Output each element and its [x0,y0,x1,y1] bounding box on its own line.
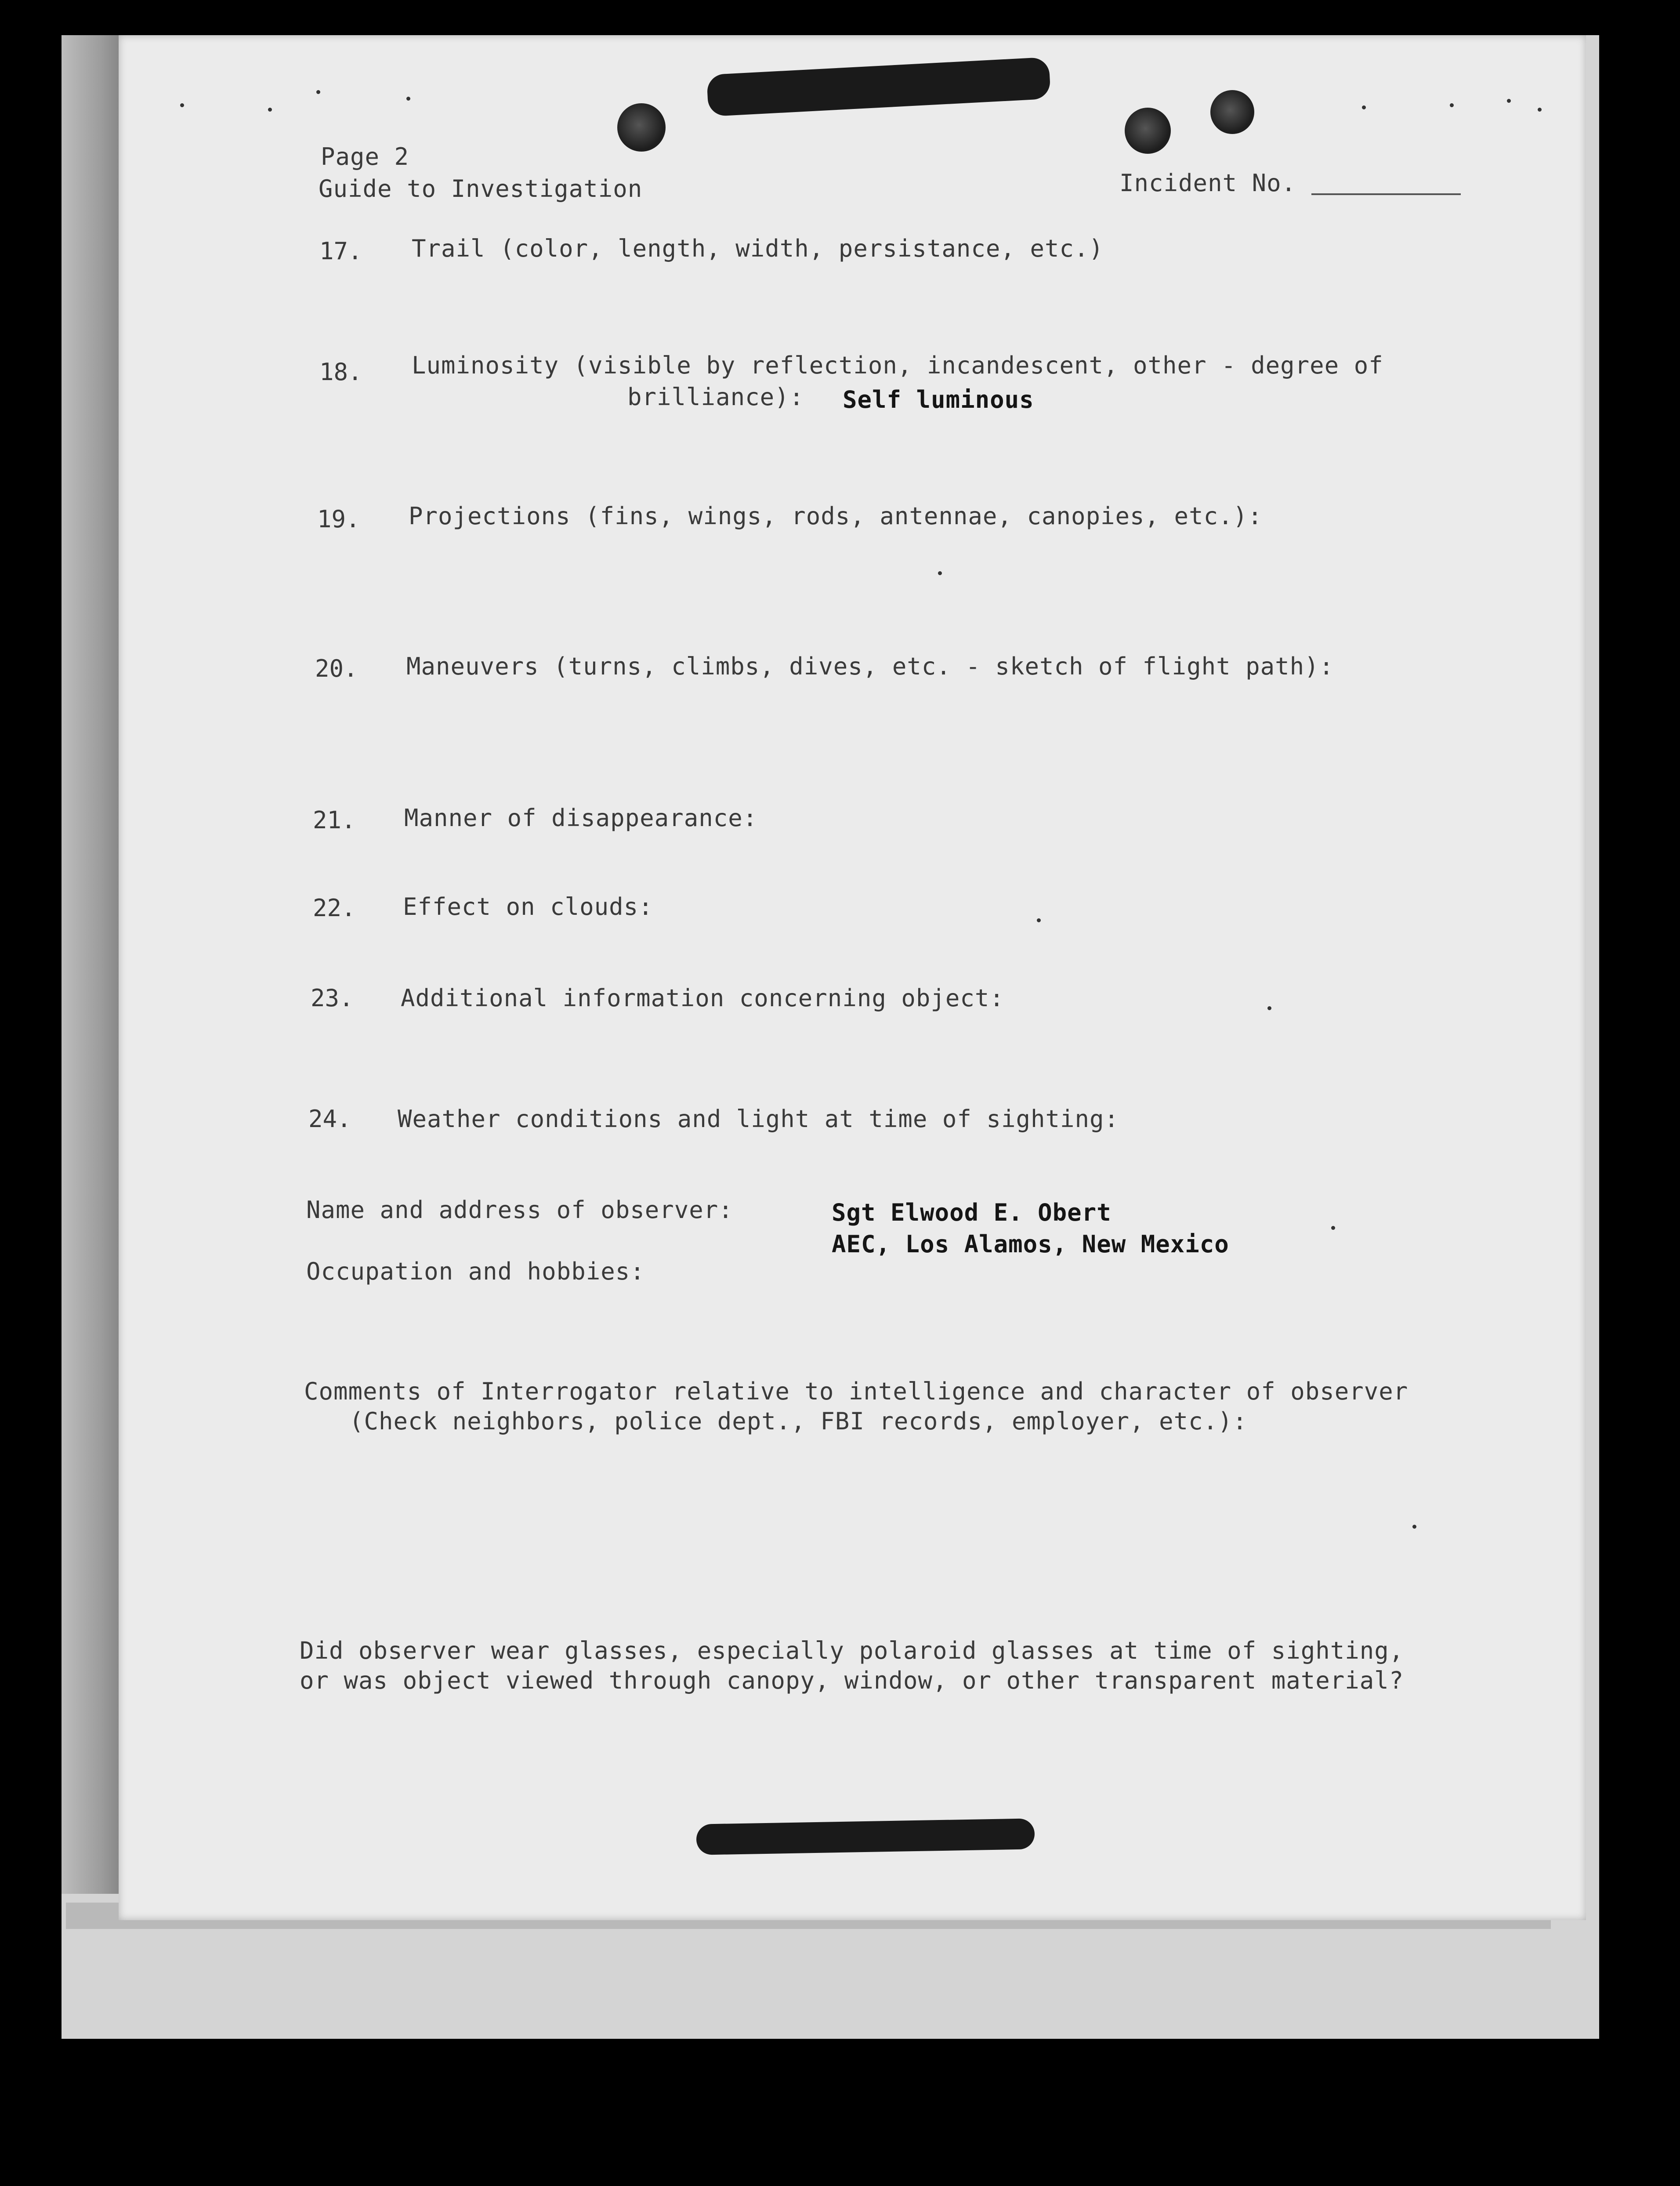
speck [1538,108,1542,112]
glasses-line-1: Did observer wear glasses, especially polaroid glasses at time of sighting, [300,1637,1404,1664]
observer-name-label: Name and address of observer: [306,1196,733,1224]
item-17-label: Trail (color, length, width, persistance, etc.) [412,235,1104,262]
mount-left-edge [62,35,119,1894]
occupation-label: Occupation and hobbies: [306,1258,645,1285]
item-22-number: 22. [313,894,356,922]
item-17-number: 17. [319,237,362,265]
item-19-number: 19. [317,505,360,533]
speck [1412,1525,1416,1529]
observer-name: Sgt Elwood E. Obert [832,1199,1112,1226]
punch-hole-left [617,103,666,152]
item-23-label: Additional information concerning object: [401,984,1004,1012]
page-number: Page 2 [321,143,409,170]
item-18-number: 18. [319,358,362,386]
comments-line-2: (Check neighbors, police dept., FBI records, employer, etc.): [349,1407,1248,1435]
item-20-label: Maneuvers (turns, climbs, dives, etc. - sketch of flight path): [406,653,1334,680]
speck [1362,105,1366,109]
item-18-label: Luminosity (visible by reflection, incandescent, other - degree of [412,352,1383,379]
speck [180,103,184,107]
guide-title: Guide to Investigation [319,175,643,203]
speck [316,90,320,94]
item-21-number: 21. [313,806,356,834]
observer-address: AEC, Los Alamos, New Mexico [832,1230,1229,1258]
speck [1450,103,1454,107]
punch-hole-right-2 [1210,90,1254,134]
comments-line-1: Comments of Interrogator relative to intelligence and character of observer [304,1378,1408,1405]
speck [1507,99,1511,103]
item-19-label: Projections (fins, wings, rods, antennae, canopies, etc.): [409,502,1263,530]
incident-number-field[interactable] [1311,193,1461,195]
speck [1331,1226,1335,1230]
item-18-label-cont: brilliance): [627,383,804,411]
item-24-number: 24. [308,1105,351,1133]
item-23-number: 23. [311,984,354,1012]
item-24-label: Weather conditions and light at time of sighting: [398,1105,1119,1133]
speck [268,108,272,112]
item-18-answer: Self luminous [843,386,1034,413]
speck [1267,1006,1271,1010]
item-21-label: Manner of disappearance: [404,804,758,832]
incident-label: Incident No. [1119,169,1296,197]
item-22-label: Effect on clouds: [403,893,653,921]
bottom-redaction [696,1818,1035,1855]
speck [406,97,410,101]
speck [1037,918,1041,922]
punch-hole-right-1 [1125,108,1171,154]
speck [938,571,942,575]
item-20-number: 20. [315,655,358,682]
glasses-line-2: or was object viewed through canopy, window, or other transparent material? [300,1667,1404,1694]
